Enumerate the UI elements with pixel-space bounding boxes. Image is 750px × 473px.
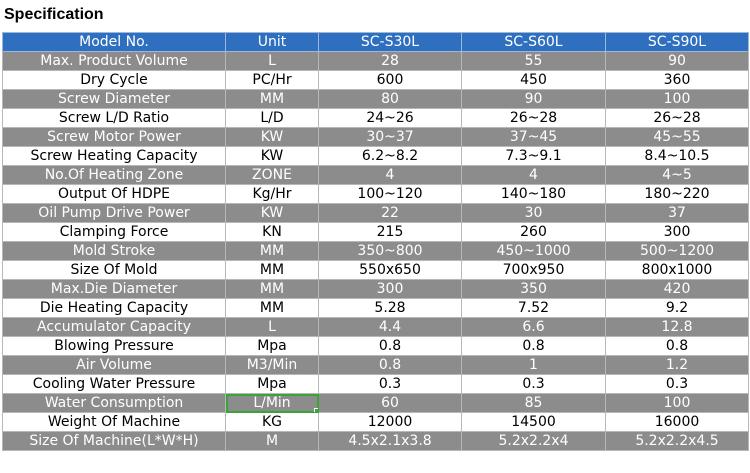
table-row	[3, 318, 749, 337]
param-name-cell[interactable]: Blowing Pressure	[3, 337, 226, 356]
sc-s60l-cell[interactable]: 30	[462, 204, 606, 223]
sc-s60l-cell[interactable]: 0.8	[462, 337, 606, 356]
param-name-cell[interactable]: Accumulator Capacity	[3, 318, 226, 337]
sc-s30l-cell[interactable]: 5.28	[319, 299, 462, 318]
sc-s60l-cell[interactable]: 5.2x2.2x4	[462, 432, 606, 451]
sc-s30l-cell[interactable]: 550x650	[319, 261, 462, 280]
sc-s90l-cell[interactable]: 90	[606, 52, 749, 71]
sc-s60l-cell[interactable]: 6.6	[462, 318, 606, 337]
sc-s90l-cell[interactable]: 0.3	[606, 375, 749, 394]
sc-s60l-cell[interactable]: 700x950	[462, 261, 606, 280]
unit-cell[interactable]: L/D	[226, 109, 319, 128]
sc-s60l-cell[interactable]: 7.3~9.1	[462, 147, 606, 166]
param-name-cell[interactable]: Screw Diameter	[3, 90, 226, 109]
sc-s30l-cell[interactable]: 4.5x2.1x3.8	[319, 432, 462, 451]
sc-s90l-cell[interactable]: 800x1000	[606, 261, 749, 280]
table-row	[3, 413, 749, 432]
selected-cell[interactable]: L/Min	[226, 394, 319, 413]
table-row	[3, 242, 749, 261]
unit-cell[interactable]: L	[226, 52, 319, 71]
sc-s30l-cell[interactable]: 0.8	[319, 356, 462, 375]
sc-s90l-cell[interactable]: 1.2	[606, 356, 749, 375]
table-row	[3, 147, 749, 166]
table-row	[3, 185, 749, 204]
header-sc-s60l[interactable]: SC-S60L	[462, 33, 606, 52]
sc-s90l-cell[interactable]: 420	[606, 280, 749, 299]
table-row	[3, 71, 749, 90]
param-name-cell[interactable]: Screw Motor Power	[3, 128, 226, 147]
param-name-cell[interactable]: Die Heating Capacity	[3, 299, 226, 318]
sc-s90l-cell[interactable]: 500~1200	[606, 242, 749, 261]
table-row	[3, 223, 749, 242]
sc-s30l-cell[interactable]: 28	[319, 52, 462, 71]
param-name-cell[interactable]: Water Consumption	[3, 394, 226, 413]
param-name-cell[interactable]: Output Of HDPE	[3, 185, 226, 204]
unit-cell[interactable]: MM	[226, 242, 319, 261]
sc-s60l-cell[interactable]: 37~45	[462, 128, 606, 147]
sc-s90l-cell[interactable]: 26~28	[606, 109, 749, 128]
specification-table	[2, 32, 749, 451]
table-row	[3, 299, 749, 318]
sc-s90l-cell[interactable]: 37	[606, 204, 749, 223]
sc-s30l-cell[interactable]: 60	[319, 394, 462, 413]
sc-s90l-cell[interactable]: 16000	[606, 413, 749, 432]
unit-cell[interactable]: MM	[226, 299, 319, 318]
sc-s90l-cell[interactable]: 5.2x2.2x4.5	[606, 432, 749, 451]
sc-s30l-cell[interactable]: 0.3	[319, 375, 462, 394]
page-title: Specification	[4, 6, 104, 23]
param-name-cell[interactable]: No.Of Heating Zone	[3, 166, 226, 185]
param-name-cell[interactable]: Max. Product Volume	[3, 52, 226, 71]
table-row	[3, 356, 749, 375]
sc-s60l-cell[interactable]: 1	[462, 356, 606, 375]
unit-cell[interactable]: M3/Min	[226, 356, 319, 375]
unit-cell[interactable]: Kg/Hr	[226, 185, 319, 204]
table-row	[3, 432, 749, 451]
sc-s60l-cell[interactable]: 450~1000	[462, 242, 606, 261]
sc-s30l-cell[interactable]: 80	[319, 90, 462, 109]
sc-s30l-cell[interactable]: 100~120	[319, 185, 462, 204]
param-name-cell[interactable]: Screw L/D Ratio	[3, 109, 226, 128]
table-row	[3, 109, 749, 128]
sc-s60l-cell[interactable]: 26~28	[462, 109, 606, 128]
table-row	[3, 375, 749, 394]
unit-cell[interactable]: MM	[226, 280, 319, 299]
sc-s90l-cell[interactable]: 300	[606, 223, 749, 242]
param-name-cell[interactable]: Mold Stroke	[3, 242, 226, 261]
unit-cell[interactable]: KG	[226, 413, 319, 432]
param-name-cell[interactable]: Size Of Machine(L*W*H)	[3, 432, 226, 451]
sc-s30l-cell[interactable]: 22	[319, 204, 462, 223]
sc-s60l-cell[interactable]: 90	[462, 90, 606, 109]
sc-s90l-cell[interactable]: 360	[606, 71, 749, 90]
sc-s30l-cell[interactable]: 4.4	[319, 318, 462, 337]
unit-cell[interactable]: KW	[226, 204, 319, 223]
sc-s60l-cell[interactable]: 85	[462, 394, 606, 413]
header-sc-s90l[interactable]: SC-S90L	[606, 33, 749, 52]
sc-s30l-cell[interactable]: 12000	[319, 413, 462, 432]
sc-s90l-cell[interactable]: 100	[606, 90, 749, 109]
sc-s90l-cell[interactable]: 9.2	[606, 299, 749, 318]
sc-s60l-cell[interactable]: 260	[462, 223, 606, 242]
sc-s90l-cell[interactable]: 4~5	[606, 166, 749, 185]
unit-cell[interactable]: KW	[226, 147, 319, 166]
table-row	[3, 394, 749, 413]
sc-s30l-cell[interactable]: 600	[319, 71, 462, 90]
unit-cell[interactable]: M	[226, 432, 319, 451]
param-name-cell[interactable]: Cooling Water Pressure	[3, 375, 226, 394]
unit-cell[interactable]: ZONE	[226, 166, 319, 185]
table-row	[3, 204, 749, 223]
param-name-cell[interactable]: Max.Die Diameter	[3, 280, 226, 299]
param-name-cell[interactable]: Oil Pump Drive Power	[3, 204, 226, 223]
sc-s90l-cell[interactable]: 100	[606, 394, 749, 413]
sc-s30l-cell[interactable]: 350~800	[319, 242, 462, 261]
sc-s90l-cell[interactable]: 0.8	[606, 337, 749, 356]
param-name-cell[interactable]: Clamping Force	[3, 223, 226, 242]
table-row	[3, 128, 749, 147]
table-row	[3, 52, 749, 71]
sc-s30l-cell[interactable]: 4	[319, 166, 462, 185]
sc-s90l-cell[interactable]: 8.4~10.5	[606, 147, 749, 166]
unit-cell[interactable]: PC/Hr	[226, 71, 319, 90]
unit-cell[interactable]: MM	[226, 90, 319, 109]
unit-cell[interactable]: Mpa	[226, 375, 319, 394]
sc-s30l-cell[interactable]: 30~37	[319, 128, 462, 147]
sc-s30l-cell[interactable]: 215	[319, 223, 462, 242]
sc-s60l-cell[interactable]: 55	[462, 52, 606, 71]
table-header-row	[3, 33, 749, 52]
sc-s30l-cell[interactable]: 24~26	[319, 109, 462, 128]
sc-s90l-cell[interactable]: 180~220	[606, 185, 749, 204]
table-row	[3, 261, 749, 280]
param-name-cell[interactable]: Air Volume	[3, 356, 226, 375]
param-name-cell[interactable]: Screw Heating Capacity	[3, 147, 226, 166]
unit-cell[interactable]: Mpa	[226, 337, 319, 356]
header-model-no[interactable]: Model No.	[3, 33, 226, 52]
unit-cell[interactable]: KN	[226, 223, 319, 242]
sc-s60l-cell[interactable]: 7.52	[462, 299, 606, 318]
param-name-cell[interactable]: Dry Cycle	[3, 71, 226, 90]
table-row	[3, 280, 749, 299]
param-name-cell[interactable]: Size Of Mold	[3, 261, 226, 280]
table-row	[3, 337, 749, 356]
unit-cell[interactable]: KW	[226, 128, 319, 147]
unit-cell[interactable]: L	[226, 318, 319, 337]
sc-s60l-cell[interactable]: 14500	[462, 413, 606, 432]
param-name-cell[interactable]: Weight Of Machine	[3, 413, 226, 432]
header-unit[interactable]: Unit	[226, 33, 319, 52]
sc-s90l-cell[interactable]: 12.8	[606, 318, 749, 337]
sc-s60l-cell[interactable]: 350	[462, 280, 606, 299]
table-row	[3, 90, 749, 109]
sc-s60l-cell[interactable]: 450	[462, 71, 606, 90]
table-row	[3, 166, 749, 185]
sc-s60l-cell[interactable]: 140~180	[462, 185, 606, 204]
sc-s90l-cell[interactable]: 45~55	[606, 128, 749, 147]
sc-s60l-cell[interactable]: 0.3	[462, 375, 606, 394]
sc-s60l-cell[interactable]: 4	[462, 166, 606, 185]
unit-cell[interactable]: MM	[226, 261, 319, 280]
sc-s30l-cell[interactable]: 6.2~8.2	[319, 147, 462, 166]
sc-s30l-cell[interactable]: 0.8	[319, 337, 462, 356]
sc-s30l-cell[interactable]: 300	[319, 280, 462, 299]
header-sc-s30l[interactable]: SC-S30L	[319, 33, 462, 52]
